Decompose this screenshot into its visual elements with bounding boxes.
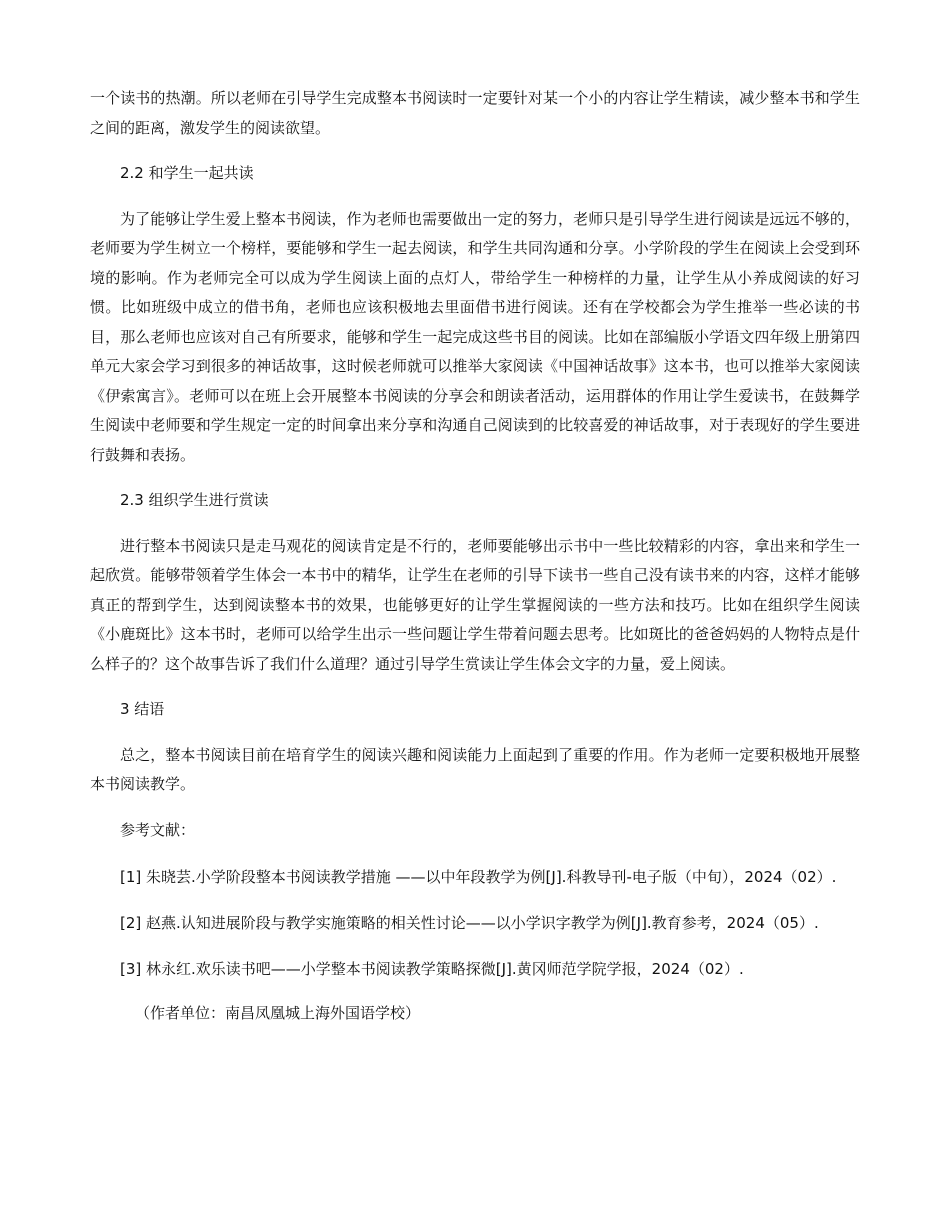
reference-item-3: [3] 林永红.欢乐读书吧——小学整本书阅读教学策略探微[J].黄冈师范学院学报，2024（02）. <box>120 960 744 978</box>
section-2-3-paragraph: 进行整本书阅读只是走马观花的阅读肯定是不行的，老师要能够出示书中一些比较精彩的内容，拿出来和学生一起欣赏。能够带领着学生体会一本书中的精华，让学生在老师的引导下读书一些自己没有读书来的内容，这样才能够真正的帮到学生，达到阅读整本书的效果，也能够更好的让学生掌握阅读的一些方法和技巧。比如在组织学生阅读《小鹿斑比》这本书时，老师可以给学生出示一些问题让学生带着问题去思考。比如斑比的爸爸妈妈的人物特点是什么样子的？这个故事告诉了我们什么道理？通过引导学生赏读让学生体会文字的力量，爱上阅读。 <box>90 536 860 673</box>
intro-paragraph: 一个读书的热潮。所以老师在引导学生完成整本书阅读时一定要针对某一个小的内容让学生精读，减少整本书和学生之间的距离，激发学生的阅读欲望。 <box>90 89 860 137</box>
article-page <box>90 84 860 1028</box>
section-heading-2-2: 2.2 和学生一起共读 <box>120 164 254 182</box>
section-2-2-paragraph: 为了能够让学生爱上整本书阅读，作为老师也需要做出一定的努力，老师只是引导学生进行阅读是远远不够的，老师要为学生树立一个榜样，要能够和学生一起去阅读，和学生共同沟通和分享。小学阶段的学生在阅读上会受到环境的影响。作为老师完全可以成为学生阅读上面的点灯人，带给学生一种榜样的力量，让学生从小养成阅读的好习惯。比如班级中成立的借书角，老师也应该积极地去里面借书进行阅读。还有在学校都会为学生推举一些必读的书目，那么老师也应该对自己有所要求，能够和学生一起完成这些书目的阅读。比如在部编版小学语文四年级上册第四单元大家会学习到很多的神话故事，这时候老师就可以推举大家阅读《中国神话故事》这本书，也可以推举大家阅读《伊索寓言》。老师可以在班上会开展整本书阅读的分享会和朗读者活动，运用群体的作用让学生爱读书，在鼓舞学生阅读中老师要和学生规定一定的时间拿出来分享和沟通自己阅读到的比较喜爱的神话故事，对于表现好的学生要进行鼓舞和表扬。 <box>90 209 860 464</box>
reference-item-2: [2] 赵燕.认知进展阶段与教学实施策略的相关性讨论——以小学识字教学为例[J].教育参考，2024（05）. <box>120 914 819 932</box>
author-affiliation: （作者单位：南昌凤凰城上海外国语学校） <box>135 1004 421 1022</box>
section-heading-3: 3 结语 <box>120 700 165 718</box>
references-title: 参考文献： <box>120 820 196 839</box>
conclusion-paragraph: 总之，整本书阅读目前在培育学生的阅读兴趣和阅读能力上面起到了重要的作用。作为老师一定要积极地开展整本书阅读教学。 <box>90 745 860 793</box>
section-heading-2-3: 2.3 组织学生进行赏读 <box>120 491 269 509</box>
reference-item-1: [1] 朱晓芸.小学阶段整本书阅读教学措施 ——以中年段教学为例[J].科教导刊-电子版（中旬），2024（02）. <box>120 868 837 886</box>
